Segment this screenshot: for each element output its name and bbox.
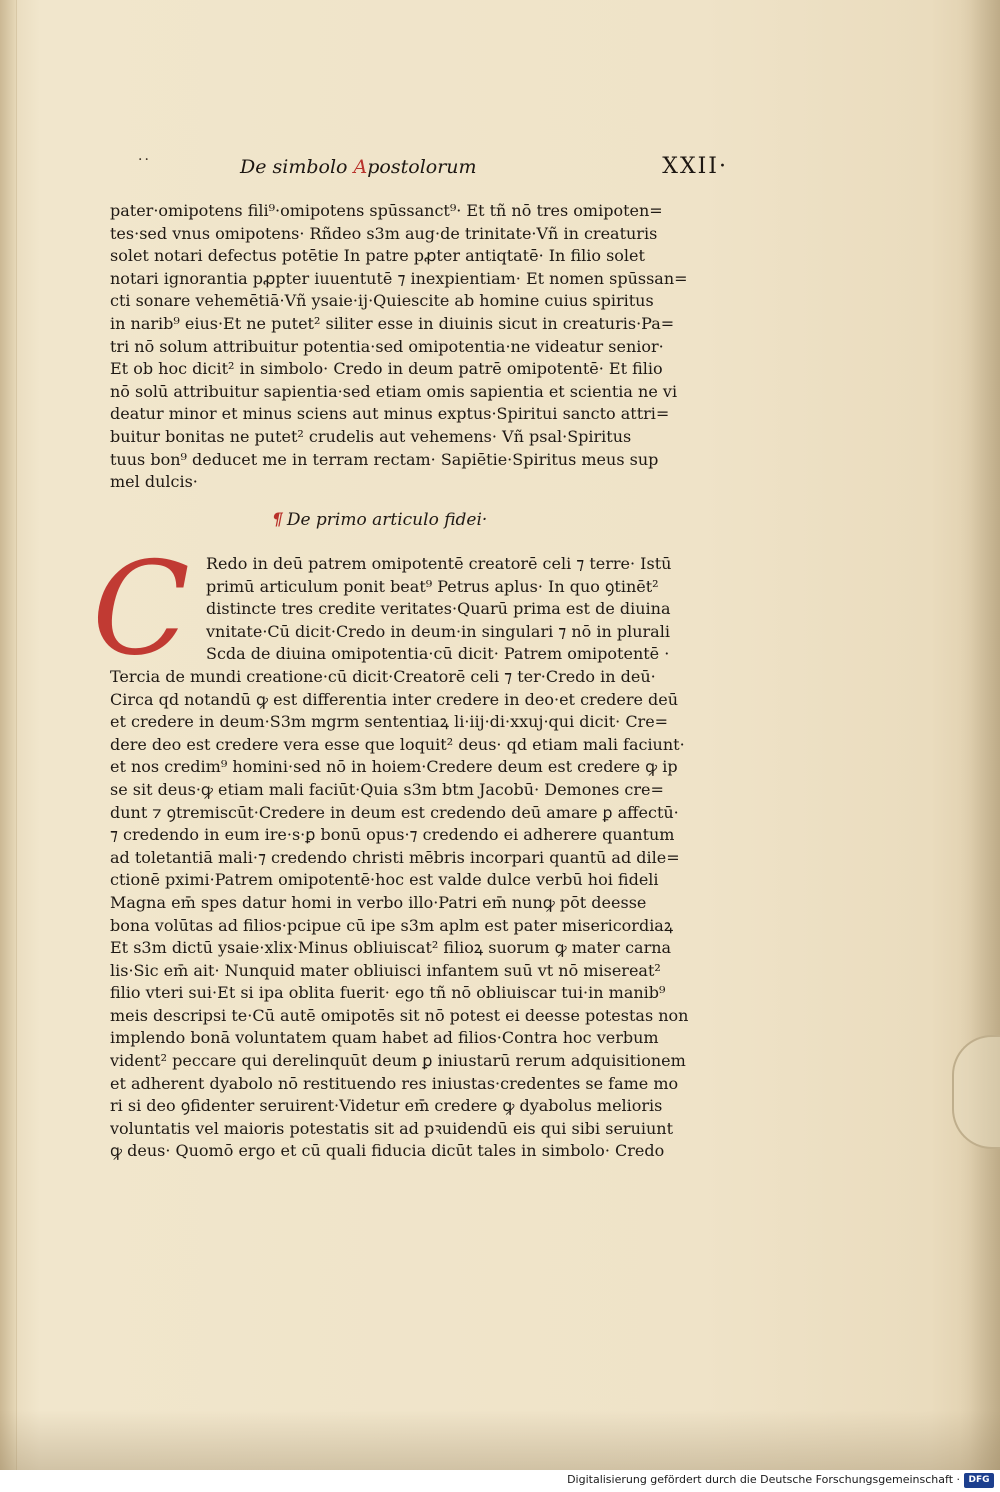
book-clasp: [952, 1035, 1000, 1149]
text-line: buitur bonitas ne putet² crudelis aut vehemens· Vñ psal·Spiritus: [110, 426, 632, 446]
body-line: et nos credim⁹ homini·sed nō in hoiem·Credere deum est credere ꝙ ip: [110, 757, 678, 777]
footer-bar: [0, 1470, 1000, 1492]
body-line: vnitate·Cū dicit·Credo in deum·in singulari ⁊ nō in plurali: [206, 621, 670, 641]
body-line: Redo in deū patrem omipotentē creatorē celi ⁊ terre· Istū: [206, 554, 672, 573]
body-line: implendo bonā voluntatem quam habet ad filios·Contra hoc verbum: [110, 1028, 659, 1048]
text-line: solet notari defectus potētie In patre pꝓter antiqtatē· In filio solet: [110, 246, 645, 266]
body-line: Magna em̄ spes datur homi in verbo illo·Patri em̄ nunꝙ pōt deesse: [110, 892, 647, 912]
text-block-upper: [110, 200, 725, 494]
body-line: voluntatis vel maioris potestatis sit ad pꝛuidendū eis qui sibi seruiunt: [110, 1118, 674, 1138]
running-head-mark: ··: [138, 152, 151, 168]
text-line: cti sonare vehemētiā·Vñ ysaie·ij·Quiescite ab homine cuius spiritus: [110, 291, 654, 311]
text-line: Et ob hoc dicit² in simbolo· Credo in deum patrē omipotentē· Et filio: [110, 359, 663, 379]
text-line: in narib⁹ eius·Et ne putet² siliter esse in diuinis sicut in creaturis·Pa=: [110, 313, 675, 333]
body-line: meis descripsi te·Cū autē omipotēs sit nō potest ei deesse potestas non: [110, 1005, 689, 1025]
text-line: pater·omipotens fili⁹·omipotens spūssanct⁹· Et tñ nō tres omipoten=: [110, 201, 663, 220]
body-line: ri si deo ꝯfidenter seruirent·Videtur em̄ credere ꝙ dyabolus melioris: [110, 1096, 663, 1116]
text-line: mel dulcis·: [110, 472, 198, 492]
body-line: Tercia de mundi creatione·cū dicit·Creatorē celi ⁊ ter·Credo in deū·: [110, 666, 656, 686]
section-heading-text: De primo articulo fidei·: [286, 510, 488, 530]
dfg-logo: DFG: [964, 1473, 994, 1488]
body-line: dere deo est credere vera esse que loquit² deus· qd etiam mali faciunt·: [110, 734, 685, 754]
running-head-title: [240, 156, 477, 178]
body-line: Et s3m dictū ysaie·xlix·Minus obliuiscat² filioꝝ suorum ꝙ mater carna: [110, 938, 672, 958]
body-line: primū articulum ponit beat⁹ Petrus aplus· In quo ꝯtinēt²: [206, 576, 659, 596]
body-line: Circa qd notandū ꝙ est differentia inter credere in deo·et credere deū: [110, 689, 679, 709]
text-line: deatur minor et minus sciens aut minus exptus·Spiritui sancto attri=: [110, 404, 670, 424]
text-block-main: [110, 553, 725, 1163]
body-line: se sit deus·ꝙ etiam mali faciūt·Quia s3m btm Jacobū· Demones cre=: [110, 779, 664, 799]
page-bottom-shadow: [0, 1410, 1000, 1470]
body-line: filio vteri sui·Et si ipa oblita fuerit· ego tñ nō obliuiscar tui·in manib⁹: [110, 983, 666, 1003]
pilcrow-mark: ¶: [272, 510, 283, 530]
body-line: distincte tres credite veritates·Quarū prima est de diuina: [206, 599, 671, 619]
page-edge-right: [960, 0, 1000, 1470]
body-line: bona volūtas ad filios·pcipue cū ipe s3m aplm est pater misericordiaꝝ: [110, 915, 674, 935]
body-line: lis·Sic em̄ ait· Nunquid mater obliuisci infantem suū vt nō misereat²: [110, 960, 661, 980]
body-line: dunt ⁊ ꝯtremiscūt·Credere in deum est credendo deū amare ꝑ affectū·: [110, 802, 679, 822]
text-line: tes·sed vnus omipotens· Rñdeo s3m aug·de trinitate·Vñ in creaturis: [110, 223, 658, 243]
section-heading: [272, 510, 487, 530]
text-line: tri nō solum attribuitur potentia·sed omipotentia·ne videatur senior·: [110, 336, 664, 356]
body-line: et credere in deum·S3m mgrm sententiaꝝ li·iij·di·xxuj·qui dicit· Cre=: [110, 712, 669, 732]
text-line: tuus bon⁹ deducet me in terram rectam· Sapiētie·Spiritus meus sup: [110, 449, 659, 469]
funding-credit: Digitalisierung gefördert durch die Deutsche Forschungsgemeinschaft ·: [567, 1473, 960, 1486]
running-head-title-prefix: De simbolo: [240, 156, 354, 178]
running-head: [138, 152, 728, 182]
body-line: ⁊ credendo in eum ire·s·ꝑ bonū opus·⁊ credendo ei adherere quantum: [110, 825, 675, 845]
text-line: notari ignorantia pꝓpter iuuentutē ⁊ inexpientiam· Et nomen spūssan=: [110, 268, 688, 288]
rubricated-initial: C: [92, 535, 190, 684]
body-line: Scda de diuina omipotentia·cū dicit· Patrem omipotentē ·: [206, 644, 670, 664]
folio-number: XXII·: [662, 154, 728, 179]
body-line: ꝙ deus· Quomō ergo et cū quali fiducia dicūt tales in simbolo· Credo: [110, 1141, 665, 1161]
body-line: ad toletantiā mali·⁊ credendo christi mēbris incorpari quantū ad dile=: [110, 847, 680, 867]
text-line: nō solū attribuitur sapientia·sed etiam omis sapientia et scientia ne vi: [110, 381, 678, 401]
running-head-title-red-initial: A: [353, 156, 368, 178]
body-line: et adherent dyabolo nō restituendo res iniustas·credentes se fame mo: [110, 1073, 679, 1093]
body-line: vident² peccare qui derelinquūt deum ꝑ iniustarū rerum adquisitionem: [110, 1051, 686, 1071]
body-line: ctionē pximi·Patrem omipotentē·hoc est valde dulce verbū hoi fideli: [110, 870, 659, 890]
running-head-title-rest: postolorum: [367, 156, 477, 178]
page-gutter-left: [0, 0, 17, 1470]
